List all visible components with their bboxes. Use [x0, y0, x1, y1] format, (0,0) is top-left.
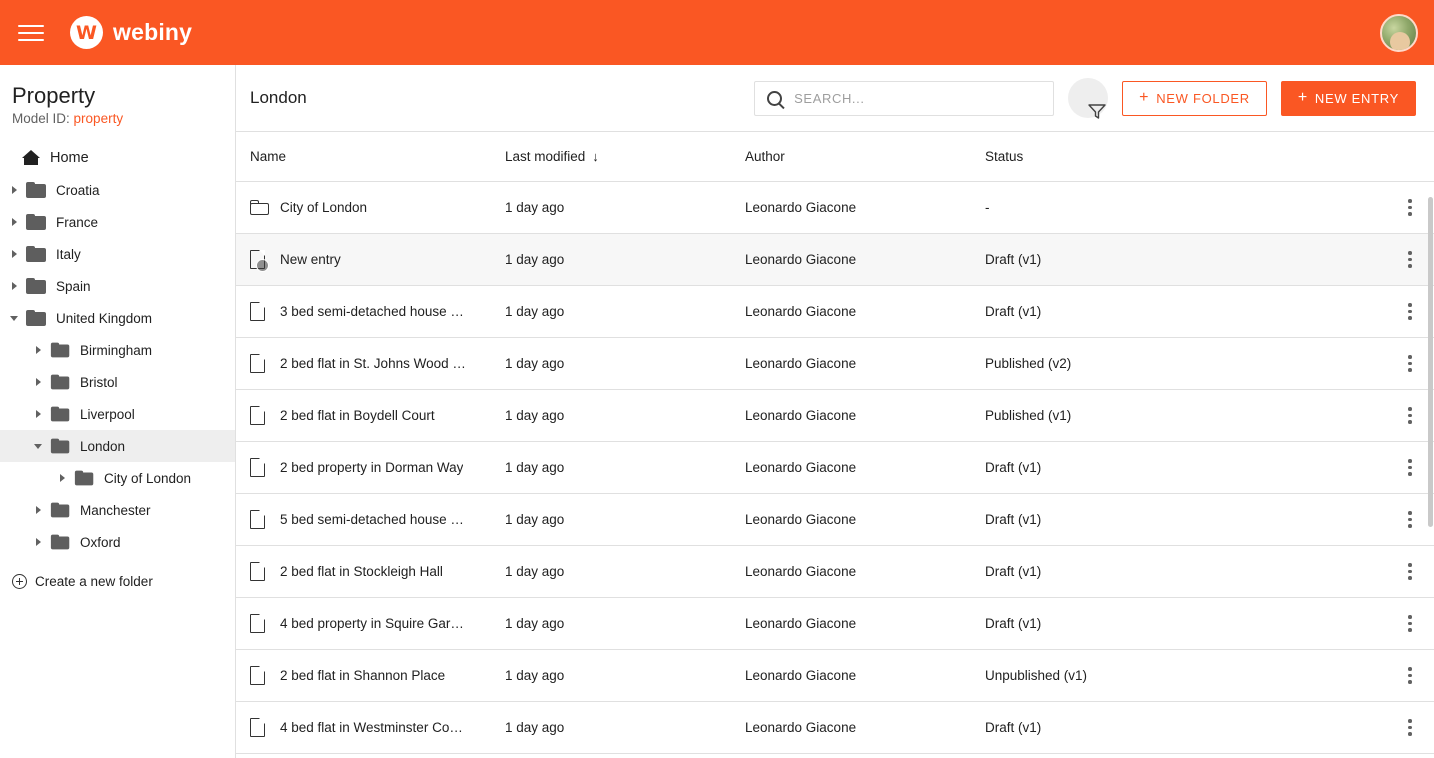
content-toolbar — [236, 65, 1434, 131]
row-menu-icon[interactable] — [1402, 401, 1418, 430]
column-header-last-modified-label: Last modified — [505, 149, 586, 164]
table-body — [236, 182, 1434, 754]
sidebar-item-label: Oxford — [80, 534, 121, 550]
cell-author: Leonardo Giacone — [745, 252, 857, 267]
row-icon-wrap — [250, 406, 280, 425]
folder-icon — [250, 200, 269, 215]
cell-name — [250, 510, 505, 529]
sidebar-item-italy[interactable] — [0, 238, 235, 270]
app-logo-text: webiny — [113, 19, 193, 45]
kebab-dot — [1408, 264, 1412, 268]
column-header-name[interactable]: Name — [250, 149, 287, 164]
table-row[interactable] — [236, 390, 1434, 442]
sidebar-item-label: Manchester — [80, 502, 151, 518]
entry-name: City of London — [280, 200, 368, 215]
entry-name: 2 bed flat in Stockleigh Hall — [280, 564, 443, 579]
folder-icon — [75, 471, 95, 486]
chevron-right-icon[interactable] — [6, 278, 22, 294]
breadcrumb: London — [250, 88, 307, 107]
row-icon-wrap — [250, 302, 280, 321]
kebab-dot — [1408, 667, 1412, 671]
kebab-dot — [1408, 355, 1412, 359]
chevron-glyph — [36, 538, 41, 546]
cell-name — [250, 458, 505, 477]
kebab-dot — [1408, 622, 1412, 626]
plus-circle-icon — [12, 574, 27, 589]
model-id-label: Model ID: — [12, 111, 70, 126]
chevron-glyph — [10, 316, 18, 321]
kebab-dot — [1408, 518, 1412, 522]
chevron-glyph — [36, 506, 41, 514]
table-row[interactable] — [236, 234, 1434, 286]
cell-author: Leonardo Giacone — [745, 720, 857, 735]
row-menu-icon[interactable] — [1402, 661, 1418, 690]
chevron-right-icon[interactable] — [30, 406, 46, 422]
cell-actions — [1386, 505, 1434, 534]
cell-name — [250, 614, 505, 633]
document-icon — [250, 458, 265, 477]
table-row[interactable] — [236, 598, 1434, 650]
sidebar-item-liverpool[interactable] — [0, 398, 235, 430]
document-icon — [250, 666, 265, 685]
kebab-dot — [1408, 368, 1412, 372]
cell-last-modified: 1 day ago — [505, 460, 565, 475]
sidebar-item-label: Home — [50, 150, 89, 166]
top-app-bar — [0, 0, 1434, 65]
entry-name: 3 bed semi-detached house … — [280, 304, 464, 319]
document-icon — [250, 510, 265, 529]
table-row[interactable] — [236, 442, 1434, 494]
chevron-right-icon[interactable] — [6, 182, 22, 198]
cell-name — [250, 666, 505, 685]
cell-last-modified: 1 day ago — [505, 304, 565, 319]
page-body — [0, 65, 1434, 758]
model-id-link[interactable]: property — [73, 111, 124, 126]
entry-name: 2 bed property in Dorman Way — [280, 460, 464, 475]
sidebar-item-label: Bristol — [80, 374, 118, 390]
status-badge: Unpublished (v1) — [985, 668, 1088, 683]
cell-author: Leonardo Giacone — [745, 564, 857, 579]
cell-last-modified: 1 day ago — [505, 408, 565, 423]
row-menu-icon[interactable] — [1402, 297, 1418, 326]
row-icon-wrap — [250, 562, 280, 581]
cell-name — [250, 302, 505, 321]
main-content — [236, 65, 1434, 758]
kebab-dot — [1408, 511, 1412, 515]
entries-table — [236, 131, 1434, 758]
table-row[interactable] — [236, 702, 1434, 754]
document-icon — [250, 614, 265, 633]
entry-name: 4 bed property in Squire Gar… — [280, 616, 464, 631]
kebab-dot — [1408, 206, 1412, 210]
hamburger-menu-icon[interactable] — [18, 18, 48, 48]
chevron-glyph — [12, 282, 17, 290]
chevron-down-icon[interactable] — [30, 438, 46, 454]
new-folder-label: NEW FOLDER — [1156, 90, 1250, 106]
chevron-glyph — [36, 410, 41, 418]
row-icon-wrap — [250, 200, 280, 215]
search-field[interactable] — [754, 81, 1054, 116]
sidebar-item-london[interactable] — [0, 430, 235, 462]
cell-name — [250, 406, 505, 425]
entry-name: 5 bed semi-detached house … — [280, 512, 464, 527]
cell-actions — [1386, 713, 1434, 742]
sort-descending-icon: ↓ — [592, 149, 599, 164]
kebab-dot — [1408, 459, 1412, 463]
chevron-right-icon[interactable] — [30, 534, 46, 550]
kebab-dot — [1408, 732, 1412, 736]
vertical-scrollbar[interactable] — [1428, 197, 1433, 527]
cell-actions — [1386, 193, 1434, 222]
chevron-right-icon[interactable] — [30, 502, 46, 518]
filter-funnel-icon — [1080, 93, 1096, 103]
filter-button[interactable] — [1068, 78, 1108, 118]
row-icon-wrap — [250, 718, 280, 737]
status-badge: Draft (v1) — [985, 564, 1042, 579]
folder-icon — [51, 375, 71, 390]
status-badge: Draft (v1) — [985, 460, 1042, 475]
kebab-dot — [1408, 524, 1412, 528]
cell-author: Leonardo Giacone — [745, 616, 857, 631]
cell-last-modified: 1 day ago — [505, 720, 565, 735]
folder-tree — [0, 142, 235, 558]
cell-actions — [1386, 557, 1434, 586]
cell-author: Leonardo Giacone — [745, 408, 857, 423]
page-title: Property — [12, 83, 96, 108]
cell-author: Leonardo Giacone — [745, 200, 857, 215]
chevron-glyph — [36, 378, 41, 386]
cell-last-modified: 1 day ago — [505, 616, 565, 631]
search-icon — [767, 91, 782, 106]
kebab-dot — [1408, 563, 1412, 567]
entry-name: 2 bed flat in Shannon Place — [280, 668, 446, 683]
chevron-right-icon[interactable] — [6, 246, 22, 262]
sidebar-item-label: Spain — [56, 278, 91, 294]
kebab-dot — [1408, 680, 1412, 684]
cell-name — [250, 562, 505, 581]
chevron-right-icon[interactable] — [6, 214, 22, 230]
folder-icon — [26, 214, 48, 230]
folder-icon — [51, 439, 71, 454]
cell-last-modified: 1 day ago — [505, 200, 565, 215]
kebab-dot — [1408, 303, 1412, 307]
chevron-right-icon[interactable] — [30, 342, 46, 358]
kebab-dot — [1408, 414, 1412, 418]
document-icon — [250, 250, 265, 269]
cell-author: Leonardo Giacone — [745, 304, 857, 319]
document-icon — [250, 562, 265, 581]
kebab-dot — [1408, 258, 1412, 262]
chevron-glyph — [36, 346, 41, 354]
cell-actions — [1386, 453, 1434, 482]
chevron-down-icon[interactable] — [6, 310, 22, 326]
table-header-row — [236, 132, 1434, 182]
cell-last-modified: 1 day ago — [505, 564, 565, 579]
entry-name: New entry — [280, 252, 341, 267]
folder-icon — [26, 278, 48, 294]
row-icon-wrap — [250, 354, 280, 373]
cell-author: Leonardo Giacone — [745, 460, 857, 475]
create-new-folder-button[interactable] — [0, 558, 235, 589]
cell-author: Leonardo Giacone — [745, 356, 857, 371]
cell-actions — [1386, 661, 1434, 690]
row-menu-icon[interactable] — [1402, 453, 1418, 482]
document-icon — [250, 406, 265, 425]
row-menu-icon[interactable] — [1402, 193, 1418, 222]
chevron-glyph — [60, 474, 65, 482]
folder-icon — [51, 535, 71, 550]
cell-last-modified: 1 day ago — [505, 668, 565, 683]
row-menu-icon[interactable] — [1402, 349, 1418, 378]
cell-actions — [1386, 245, 1434, 274]
kebab-dot — [1408, 251, 1412, 255]
folder-icon — [26, 310, 48, 326]
table-row[interactable] — [236, 650, 1434, 702]
entry-name: 2 bed flat in Boydell Court — [280, 408, 435, 423]
row-menu-icon[interactable] — [1402, 609, 1418, 638]
sidebar-item-birmingham[interactable] — [0, 334, 235, 366]
row-icon-wrap — [250, 458, 280, 477]
folder-icon — [51, 343, 71, 358]
chevron-glyph — [34, 444, 42, 449]
column-header-last-modified[interactable] — [505, 149, 745, 164]
plus-icon: + — [1139, 89, 1150, 106]
kebab-dot — [1408, 570, 1412, 574]
new-folder-button[interactable] — [1122, 81, 1267, 116]
folder-icon — [26, 246, 48, 262]
hamburger-line — [18, 32, 44, 34]
table-row[interactable] — [236, 286, 1434, 338]
folder-icon — [26, 182, 48, 198]
kebab-dot — [1408, 628, 1412, 632]
table-row[interactable] — [236, 546, 1434, 598]
sidebar-item-label: Croatia — [56, 182, 100, 198]
new-entry-button[interactable] — [1281, 81, 1416, 116]
sidebar-item-label: France — [56, 214, 99, 230]
sidebar-item-label: City of London — [104, 470, 192, 486]
sidebar-item-label: Italy — [56, 246, 81, 262]
cell-author: Leonardo Giacone — [745, 512, 857, 527]
folder-tree-items — [0, 174, 235, 558]
model-id-line — [0, 111, 235, 126]
hamburger-line — [18, 25, 44, 27]
status-badge: Draft (v1) — [985, 304, 1042, 319]
cell-actions — [1386, 401, 1434, 430]
kebab-dot — [1408, 212, 1412, 216]
hamburger-line — [18, 39, 44, 41]
home-icon — [20, 149, 42, 167]
cell-actions — [1386, 297, 1434, 326]
kebab-dot — [1408, 615, 1412, 619]
document-icon — [250, 354, 265, 373]
create-new-folder-label: Create a new folder — [35, 574, 153, 589]
status-badge: Draft (v1) — [985, 616, 1042, 631]
cell-last-modified: 1 day ago — [505, 356, 565, 371]
kebab-dot — [1408, 362, 1412, 366]
sidebar-item-united-kingdom[interactable] — [0, 302, 235, 334]
kebab-dot — [1408, 719, 1412, 723]
cell-name — [250, 250, 505, 269]
entry-name: 2 bed flat in St. Johns Wood … — [280, 356, 466, 371]
row-icon-wrap — [250, 666, 280, 685]
status-badge: Published (v1) — [985, 408, 1072, 423]
table-row[interactable] — [236, 338, 1434, 390]
sidebar-item-home[interactable] — [0, 142, 235, 174]
sidebar-item-manchester[interactable] — [0, 494, 235, 526]
sidebar — [0, 65, 236, 758]
column-header-author[interactable]: Author — [745, 149, 785, 164]
folder-icon — [51, 407, 71, 422]
kebab-dot — [1408, 472, 1412, 476]
cell-name — [250, 200, 505, 215]
row-icon-wrap — [250, 510, 280, 529]
chevron-right-icon[interactable] — [30, 374, 46, 390]
plus-icon: + — [1297, 89, 1308, 106]
cell-name — [250, 354, 505, 373]
document-icon — [250, 302, 265, 321]
document-icon — [250, 718, 265, 737]
status-badge: Draft (v1) — [985, 252, 1042, 267]
chevron-glyph — [12, 250, 17, 258]
kebab-dot — [1408, 466, 1412, 470]
sidebar-item-label: Liverpool — [80, 406, 135, 422]
row-menu-icon[interactable] — [1402, 505, 1418, 534]
sidebar-item-bristol[interactable] — [0, 366, 235, 398]
sidebar-item-label: United Kingdom — [56, 310, 153, 326]
status-badge: - — [985, 200, 990, 215]
cell-last-modified: 1 day ago — [505, 512, 565, 527]
kebab-dot — [1408, 726, 1412, 730]
row-menu-icon[interactable] — [1402, 557, 1418, 586]
sidebar-item-label: Birmingham — [80, 342, 153, 358]
cell-name — [250, 718, 505, 737]
search-input[interactable] — [792, 90, 1041, 107]
chevron-right-icon[interactable] — [54, 470, 70, 486]
avatar[interactable] — [1380, 14, 1418, 52]
kebab-dot — [1408, 316, 1412, 320]
webiny-logo-icon: W — [70, 16, 103, 49]
sidebar-item-oxford[interactable] — [0, 526, 235, 558]
sidebar-item-spain[interactable] — [0, 270, 235, 302]
row-menu-icon[interactable] — [1402, 245, 1418, 274]
sidebar-item-label: London — [80, 438, 126, 454]
row-menu-icon[interactable] — [1402, 713, 1418, 742]
cell-actions — [1386, 349, 1434, 378]
status-badge: Draft (v1) — [985, 720, 1042, 735]
chevron-glyph — [12, 186, 17, 194]
sidebar-item-city-of-london[interactable] — [0, 462, 235, 494]
status-badge: Published (v2) — [985, 356, 1072, 371]
kebab-dot — [1408, 674, 1412, 678]
row-icon-wrap — [250, 250, 280, 269]
table-row[interactable] — [236, 182, 1434, 234]
cell-actions — [1386, 609, 1434, 638]
status-badge: Draft (v1) — [985, 512, 1042, 527]
kebab-dot — [1408, 407, 1412, 411]
new-entry-label: NEW ENTRY — [1314, 90, 1399, 106]
entry-name: 4 bed flat in Westminster Co… — [280, 720, 463, 735]
kebab-dot — [1408, 420, 1412, 424]
table-row[interactable] — [236, 494, 1434, 546]
chevron-glyph — [12, 218, 17, 226]
kebab-dot — [1408, 576, 1412, 580]
column-header-status[interactable]: Status — [985, 149, 1024, 164]
row-icon-wrap — [250, 614, 280, 633]
cell-author: Leonardo Giacone — [745, 668, 857, 683]
cell-last-modified: 1 day ago — [505, 252, 565, 267]
app-logo[interactable] — [70, 16, 192, 49]
sidebar-item-france[interactable] — [0, 206, 235, 238]
sidebar-item-croatia[interactable] — [0, 174, 235, 206]
kebab-dot — [1408, 310, 1412, 314]
folder-icon — [51, 503, 71, 518]
kebab-dot — [1408, 199, 1412, 203]
